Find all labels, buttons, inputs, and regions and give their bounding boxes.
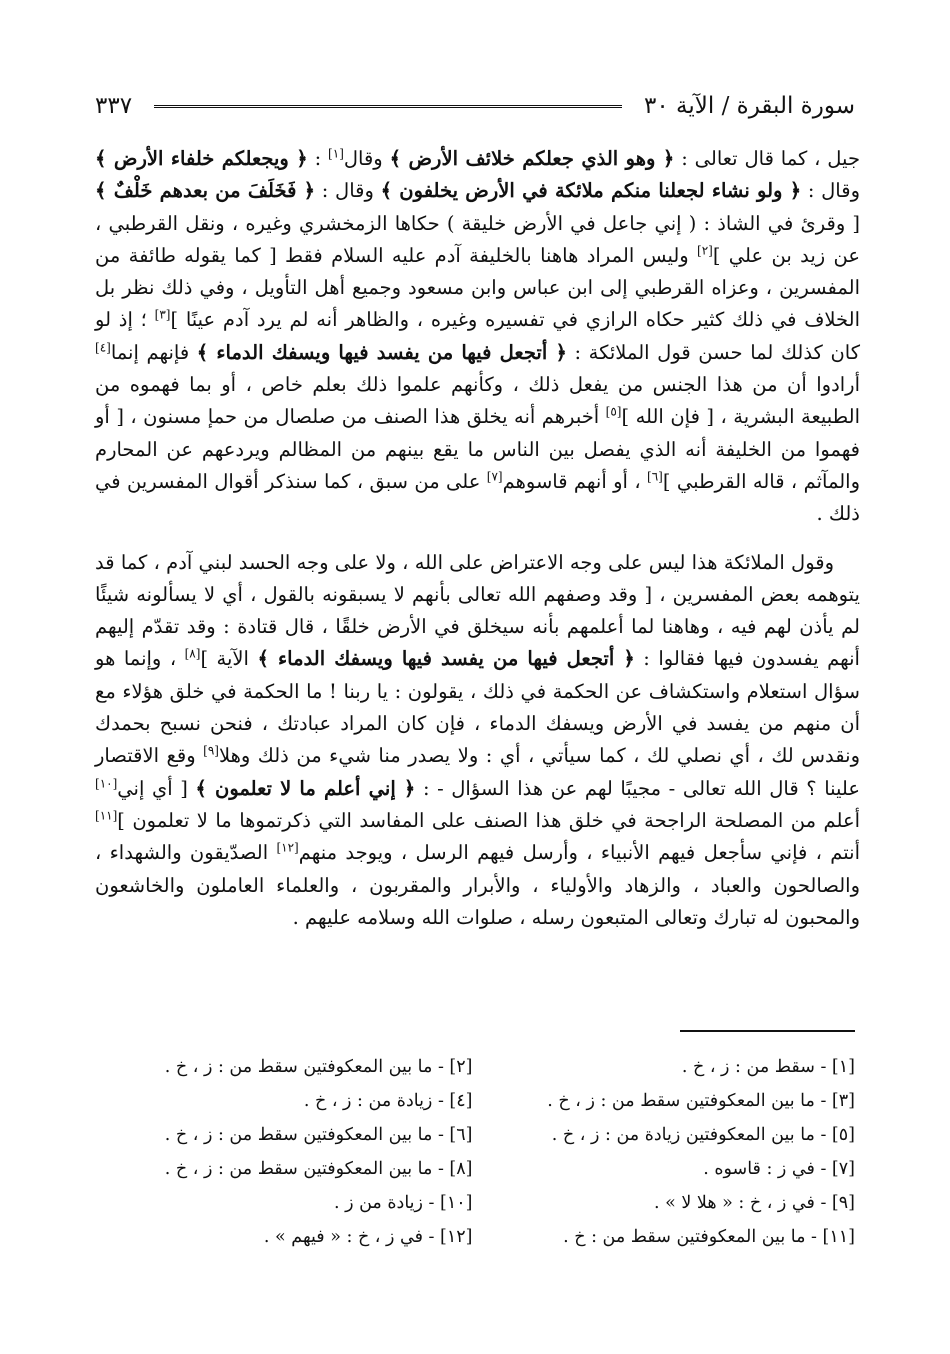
footnote-4: [٤] - زيادة من : ز ، خ . xyxy=(303,1091,473,1111)
quran-verse: ﴿ إني أعلم ما لا تعلمون ﴾ xyxy=(195,776,416,800)
footnote-ref: [٨] xyxy=(184,646,201,661)
footnote-ref: [١] xyxy=(328,146,344,161)
quran-verse: ﴿ أتجعل فيها من يفسد فيها ويسفك الدماء ﴾ xyxy=(196,340,567,364)
footnote-ref: [١٢] xyxy=(276,840,299,855)
footnote-8: [٨] - ما بين المعكوفتين سقط من : ز ، خ . xyxy=(164,1159,473,1179)
text-run: أنتم ، فإني سأجعل فيهم الأنبياء ، وأرسل فيهم الرسل ، ويوجد منهم xyxy=(298,841,861,865)
text-run: جيل ، كما قال تعالى : xyxy=(674,147,860,170)
text-run: [ وقرئ في الشاذ : ( إني جاعل في الأرض خليقة ) حكاها الزمخشري وغيره ، ونقل القرطبي ، عن زيد بن علي ] xyxy=(95,211,860,267)
text-run: ؛ إذ لو كان كذلك لما حسن قول الملائكة : xyxy=(95,308,860,364)
header-rule xyxy=(154,105,622,108)
footnote-3: [٣] - ما بين المعكوفتين سقط من : ز ، خ . xyxy=(547,1091,855,1111)
paragraph-2 xyxy=(95,547,860,935)
footnotes xyxy=(90,1050,855,1254)
text-run: أرادوا أن من هذا الجنس من يفعل ذلك ، وكأنهم علموا ذلك بعلم خاص ، أو بما فهموه من الطبيعة البشرية ، [ فإن الله ] xyxy=(95,373,860,429)
footnote-ref: [٦] xyxy=(647,469,663,484)
footnote-ref: [٣] xyxy=(154,307,171,322)
text-run: ، وإنما هو سؤال استعلام واستكشاف عن الحكمة في ذلك ، يقولون : يا ربنا ! ما الحكمة في خلق هؤلاء مع أن منهم من يفسد في الأرض ويسفك الدماء ، فإن كان المراد عبادتك ، فنحن نسبح بحمدك ونقدس لك ، أي نصلي لك ، كما سيأتي ، أي : ولا يصدر منا شيء من ذلك وهلا xyxy=(95,647,860,768)
footnote-6: [٦] - ما بين المعكوفتين سقط من : ز ، خ . xyxy=(164,1125,473,1145)
footnote-12: [١٢] - في ز ، خ : « فيهم » . xyxy=(263,1227,473,1247)
footnote-ref: [٢] xyxy=(697,243,713,258)
page-number: ٣٣٧ xyxy=(95,93,133,119)
text-run: الآية ] xyxy=(200,647,258,671)
running-title: سورة البقرة / الآية ٣٠ xyxy=(644,93,855,119)
text-run: على من سبق ، كما سنذكر أقوال المفسرين في ذلك . xyxy=(95,469,860,526)
quran-verse: ﴿ وهو الذي جعلكم خلائف الأرض ﴾ xyxy=(389,147,675,170)
footnote-5: [٥] - ما بين المعكوفتين زيادة من : ز ، خ . xyxy=(551,1125,855,1145)
text-run: ، أو أنهم قاسوهم xyxy=(502,469,648,493)
text-run: وقال : xyxy=(315,179,381,203)
footnote-ref: [٩] xyxy=(203,743,219,758)
text-run: وقع الاقتصار علينا ؟ قال الله تعالى - مجيبًا لهم عن هذا السؤال - : xyxy=(95,744,860,800)
text-run: فإنهم إنما xyxy=(110,340,197,364)
footnote-ref: [٧] xyxy=(486,469,503,484)
quran-verse: ﴿ أتجعل فيها من يفسد فيها ويسفك الدماء ﴾ xyxy=(257,647,635,671)
footnote-2: [٢] - ما بين المعكوفتين سقط من : ز ، خ . xyxy=(164,1057,473,1077)
page-header xyxy=(95,86,855,126)
main-text xyxy=(95,143,860,934)
footnote-9: [٩] - في ز ، خ : « هلا لا » . xyxy=(653,1193,855,1213)
quran-verse: ﴿ فَخَلَفَ من بعدهم خَلْفٌ ﴾ xyxy=(95,179,316,203)
footnote-ref: [١١] xyxy=(95,808,118,823)
quran-verse: ﴿ ويجعلكم خلفاء الأرض ﴾ xyxy=(95,147,308,170)
footnote-ref: [٥] xyxy=(605,404,622,419)
text-run: الصدّيقون والشهداء ، والصالحون والعباد ، والزهاد والأولياء ، والأبرار والمقربون ، والعلماء العاملون والخاشعون والمحبون له تبارك وتعالى المتبعون رسله ، صلوات الله وسلامه عليهم . xyxy=(95,841,860,929)
text-run: أعلم من المصلحة الراجحة في خلق هذا الصنف على المفاسد التي ذكرتموها ما لا تعلمون ] xyxy=(117,808,860,832)
footnote-10: [١٠] - زيادة من ز . xyxy=(333,1193,473,1213)
text-run: أخبرهم أنه يخلق هذا الصنف من صلصال من حمإ مسنون ، [ أو فهموا من الخليفة أنه الذي يفصل بين الناس ما يقع بينهم من المظالم ويردعهم عن المحارم والمآثم ، قاله القرطبي ] xyxy=(95,405,860,493)
paragraph-1 xyxy=(95,143,860,531)
footnote-ref: [٤] xyxy=(95,340,111,355)
text-run: [ أي إني xyxy=(117,776,196,800)
footnote-11: [١١] - ما بين المعكوفتين سقط من : خ . xyxy=(563,1227,855,1247)
text-run: : xyxy=(307,147,329,170)
text-run: وليس المراد هاهنا بالخليفة آدم عليه السلام فقط [ كما يقوله طائفة من المفسرين ، وعزاه القرطبي إلى ابن عباس وابن مسعود وجميع أهل التأويل ، وفي ذلك نظر بل الخلاف في ذلك كثير حكاه الرازي في تفسيره وغيره ، والظاهر أنه لم يرد آدم عينًا ] xyxy=(95,243,860,332)
text-run: وقال : xyxy=(801,179,860,203)
footnote-1: [١] - سقط من : ز ، خ . xyxy=(681,1057,855,1077)
footnote-divider xyxy=(680,1030,855,1032)
text-run: وقول الملائكة هذا ليس على وجه الاعتراض على الله ، ولا على وجه الحسد لبني آدم ، كما قد يتوهمه بعض المفسرين ، [ وقد وصفهم الله تعالى بأنهم لا يسبقونه بالقول ، أي لا يسألونه شيئًا لم يأذن لهم فيه ، وهاهنا لما أعلمهم بأنه سيخلق في الأرض خلقًا ، قال قتادة : وقد تقدّم إليهم أنهم يفسدون فيها فقالوا : xyxy=(95,550,860,671)
footnote-7: [٧] - في ز : قاسوه . xyxy=(703,1159,855,1179)
quran-verse: ﴿ ولو نشاء لجعلنا منكم ملائكة في الأرض يخلفون ﴾ xyxy=(380,179,802,203)
text-run: وقال xyxy=(343,147,390,170)
footnote-ref: [١٠] xyxy=(95,776,118,791)
